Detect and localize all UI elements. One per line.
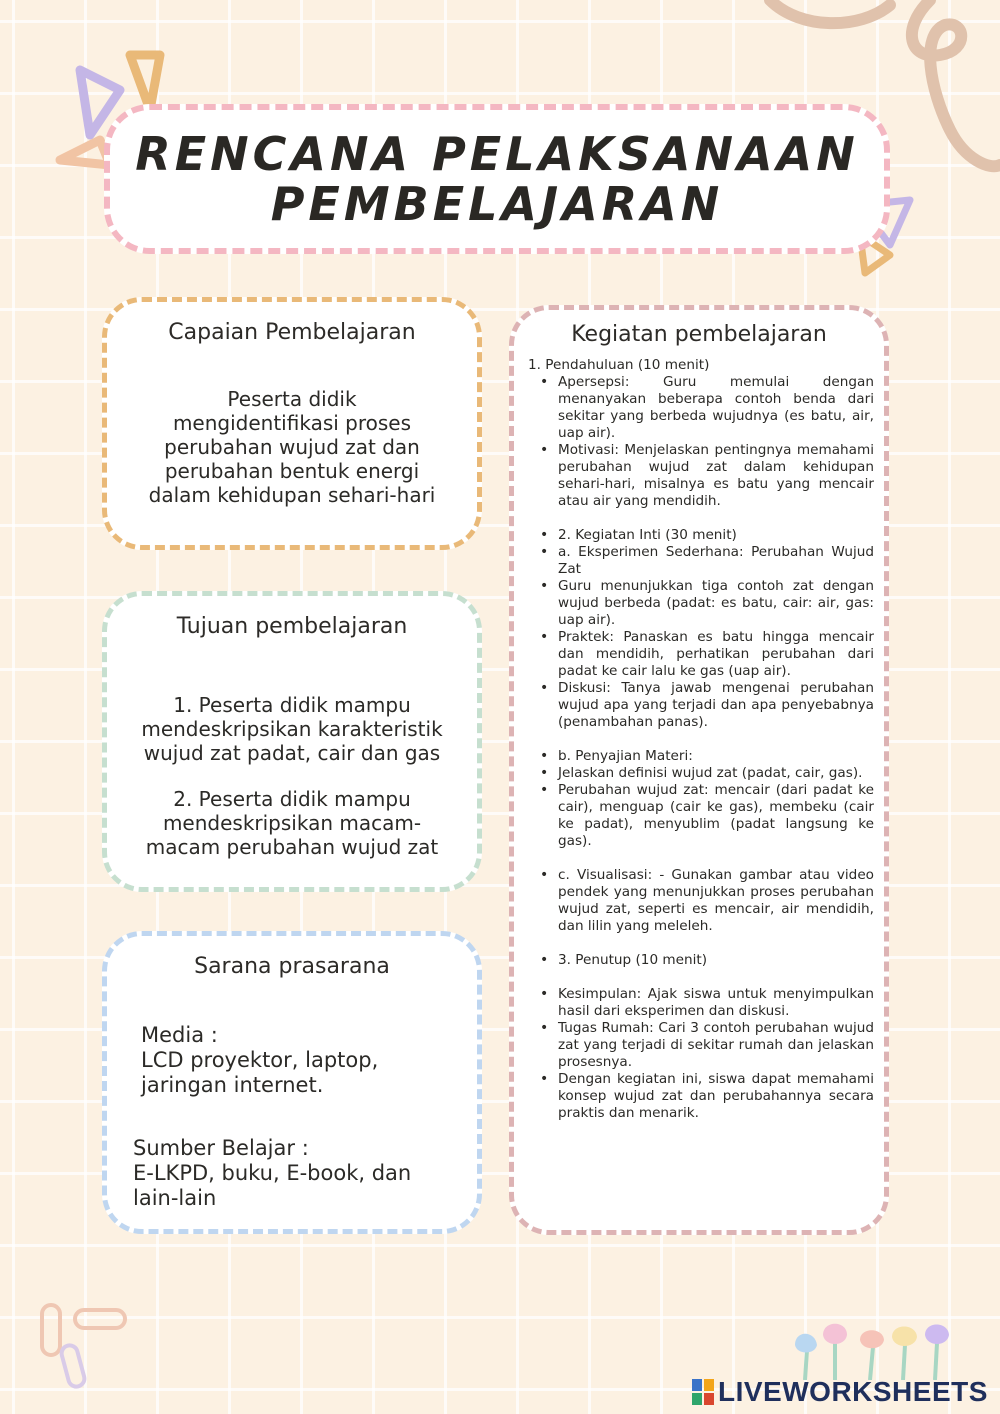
sumber-label: Sumber Belajar : [133, 1136, 309, 1160]
liveworksheets-logo-icon [692, 1379, 714, 1405]
capaian-line: perubahan wujud zat dan [164, 435, 420, 459]
capaian-text [117, 387, 467, 507]
capaian-line: perubahan bentuk energi [164, 459, 420, 483]
list-item: • Motivasi: Menjelaskan pentingnya memahami perubahan wujud zat dalam kehidupan sehari-hari, misalnya es batu yang mencair atau air yang mendidih. [528, 442, 874, 510]
list-item: • c. Visualisasi: - Gunakan gambar atau video pendek yang menunjukkan proses perubahan wujud zat, seperti es mencair, air mendidih, dan lilin yang meleleh. [528, 867, 874, 935]
list-item: • Tugas Rumah: Cari 3 contoh perubahan wujud zat yang terjadi di sekitar rumah dan jelaskan prosesnya. [528, 1020, 874, 1071]
tujuan-line: macam perubahan wujud zat [145, 835, 439, 859]
capaian-line: Peserta didik [227, 387, 357, 411]
tujuan-line: 1. Peserta didik mampu [173, 693, 411, 717]
sarana-prasarana-card [102, 931, 482, 1234]
list-item: • Praktek: Panaskan es batu hingga mencair dan mendidih, perhatikan perubahan dari padat ke cair lalu ke gas (uap air). [528, 629, 874, 680]
tujuan-line: mendeskripsikan macam- [162, 811, 422, 835]
tujuan-line: 2. Peserta didik mampu [173, 787, 411, 811]
list-item: • Diskusi: Tanya jawab mengenai perubahan wujud apa yang terjadi dan apa penyebabnya (penambahan panas). [528, 680, 874, 731]
list-item: • a. Eksperimen Sederhana: Perubahan Wujud Zat [528, 544, 874, 578]
tujuan-item-1 [115, 693, 469, 765]
tujuan-pembelajaran-card [102, 591, 482, 892]
pendahuluan-title: 1. Pendahuluan (10 menit) [528, 357, 710, 373]
capaian-line: dalam kehidupan sehari-hari [148, 483, 436, 507]
kegiatan-inti-list [528, 527, 874, 731]
sumber-line: lain-lain [133, 1186, 217, 1210]
list-item: • Dengan kegiatan ini, siswa dapat memahami konsep wujud zat dan perubahannya secara praktis dan menarik. [528, 1071, 874, 1122]
capaian-pembelajaran-card [102, 297, 482, 550]
media-line: jaringan internet. [141, 1073, 324, 1097]
tujuan-line: wujud zat padat, cair dan gas [143, 741, 441, 765]
penutup-list [528, 952, 874, 969]
page-title-line-1: RENCANA PELAKSANAAN [135, 127, 859, 181]
penyajian-list [528, 748, 874, 850]
tulip-flowers-decoration [785, 1315, 965, 1380]
list-item: • Kesimpulan: Ajak siswa untuk menyimpulkan hasil dari eksperimen dan diskusi. [528, 986, 874, 1020]
sarana-heading: Sarana prasarana [194, 954, 390, 979]
sarana-sumber-belajar [133, 1136, 477, 1211]
media-line: LCD proyektor, laptop, [141, 1048, 379, 1072]
liveworksheets-watermark[interactable] [692, 1376, 988, 1408]
list-item: • Perubahan wujud zat: mencair (dari padat ke cair), menguap (cair ke gas), membeku (cair ke padat), menyublim (padat langsung ke gas). [528, 782, 874, 850]
sumber-line: E-LKPD, buku, E-book, dan [133, 1161, 412, 1185]
title-box [104, 104, 890, 254]
pendahuluan-list [528, 374, 874, 510]
list-item: • 2. Kegiatan Inti (30 menit) [528, 527, 874, 544]
capaian-line: mengidentifikasi proses [172, 411, 412, 435]
paperclip-decoration [30, 1295, 140, 1395]
kegiatan-body [514, 357, 884, 1122]
kegiatan-pembelajaran-card [509, 305, 889, 1235]
visualisasi-list [528, 867, 874, 935]
list-item: • Guru menunjukkan tiga contoh zat dengan wujud berbeda (padat: es batu, cair: air, gas: uap air). [528, 578, 874, 629]
liveworksheets-brand: LIVEWORKSHEETS [718, 1376, 988, 1407]
list-item: • Apersepsi: Guru memulai dengan menanyakan beberapa contoh benda dari sekitar yang berbeda wujudnya (es batu, air, uap air). [528, 374, 874, 442]
tujuan-line: mendeskripsikan karakteristik [141, 717, 443, 741]
list-item: • b. Penyajian Materi: [528, 748, 874, 765]
media-label: Media : [141, 1023, 218, 1047]
kegiatan-heading: Kegiatan pembelajaran [571, 322, 827, 347]
tujuan-item-2 [115, 787, 469, 859]
list-item: • 3. Penutup (10 menit) [528, 952, 874, 969]
capaian-heading: Capaian Pembelajaran [168, 320, 416, 345]
penutup-detail-list [528, 986, 874, 1122]
page-title-line-2: PEMBELAJARAN [270, 177, 724, 231]
sarana-media [141, 1023, 477, 1098]
list-item: • Jelaskan definisi wujud zat (padat, cair, gas). [528, 765, 874, 782]
tujuan-heading: Tujuan pembelajaran [176, 614, 408, 639]
